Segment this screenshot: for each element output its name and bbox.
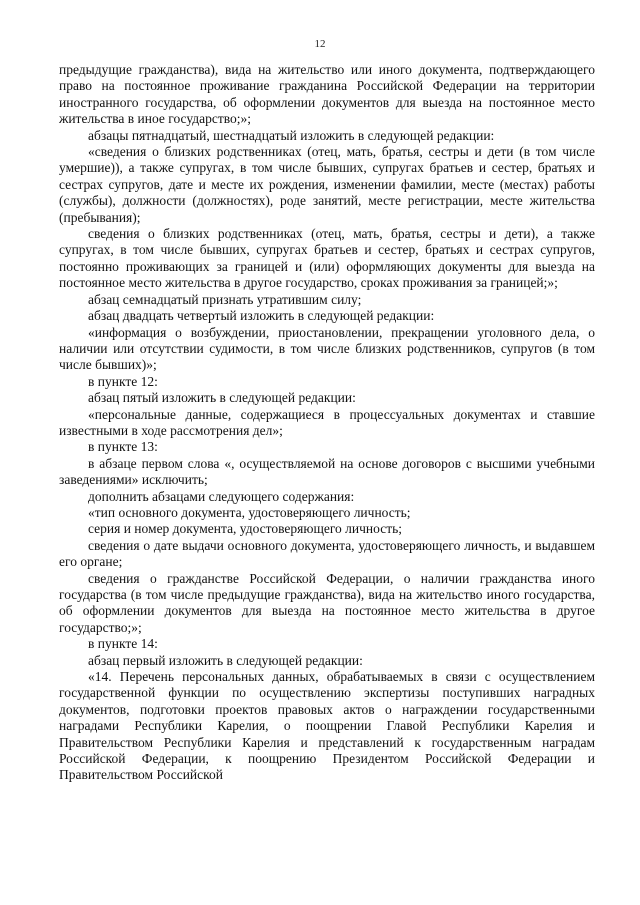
- paragraph: абзац пятый изложить в следующей редакции:: [88, 390, 356, 406]
- paragraph: в пункте 13:: [88, 439, 158, 455]
- paragraph: «тип основного документа, удостоверяющего личность;: [88, 504, 411, 520]
- paragraph: абзац семнадцатый признать утратившим силу;: [88, 291, 362, 307]
- paragraph: «информация о возбуждении, приостановлении, прекращении уголовного дела, о наличии или отсутствии судимости, в том числе близких родственников, супругов (в том числе бывших)»;: [59, 324, 595, 373]
- paragraph: сведения о близких родственниках (отец, мать, братья, сестры и дети), а также супругах, в том числе бывших, супругах братьев и сестер, братьях и сестрах супругов, постоянно проживающих за границей и (или) оформляющих документы для выезда на постоянное место жительства в другое государство, сроках проживания за границей;»;: [59, 226, 595, 291]
- paragraph: предыдущие гражданства), вида на жительство или иного документа, подтверждающего право на постоянное проживание гражданина Российской Федерации на территории иностранного государства, об оформлении документов для выезда на постоянное место жительства в иное государство;»;: [59, 62, 595, 127]
- paragraph: серия и номер документа, удостоверяющего личность;: [88, 521, 403, 537]
- paragraph: «14. Перечень персональных данных, обрабатываемых в связи с осуществлением государственной функции по осуществлению экспертизы поступивших наградных документов, подготовки проектов правовых актов о награждении государственными наградами Республики Карелия, о поощрении Главой Республики Карелия и Правительством Республики Карелия и представлений к государственным наградам Российской Федерации, к поощрению Президентом Российской Федерации и Правительством Российской: [59, 669, 595, 783]
- paragraph: сведения о дате выдачи основного документа, удостоверяющего личность, и выдавшем его органе;: [59, 537, 595, 570]
- paragraph: «персональные данные, содержащиеся в процессуальных документах и ставшие известными в ходе рассмотрения дел»;: [59, 406, 595, 438]
- paragraph: абзац двадцать четвертый изложить в следующей редакции:: [88, 308, 435, 324]
- paragraph: в абзаце первом слова «, осуществляемой на основе договоров с высшими учебными заведениями» исключить;: [59, 455, 595, 488]
- paragraph: в пункте 12:: [88, 373, 158, 389]
- paragraph: абзацы пятнадцатый, шестнадцатый изложить в следующей редакции:: [88, 127, 495, 143]
- page-number: 12: [314, 38, 326, 50]
- document-body: [59, 62, 595, 784]
- paragraph: в пункте 14:: [88, 636, 158, 652]
- paragraph: «сведения о близких родственниках (отец, мать, братья, сестры и дети (в том числе умершие)), а также супругах, в том числе бывших, супругах братьев и сестер, братьях и сестрах супругов, дате и месте их рождения, изменении фамилии, месте (местах) работы (службы), должности (должностях), роде занятий, месте регистрации, месте жительства (пребывания);: [59, 144, 595, 225]
- paragraph: дополнить абзацами следующего содержания:: [88, 488, 355, 504]
- paragraph: сведения о гражданстве Российской Федерации, о наличии гражданства иного государства (в том числе предыдущие гражданства), вида на жительство иного государства, об оформлении документов для выезда на постоянное место жительства в другое государство;»;: [59, 570, 595, 635]
- paragraph: абзац первый изложить в следующей редакции:: [88, 652, 363, 668]
